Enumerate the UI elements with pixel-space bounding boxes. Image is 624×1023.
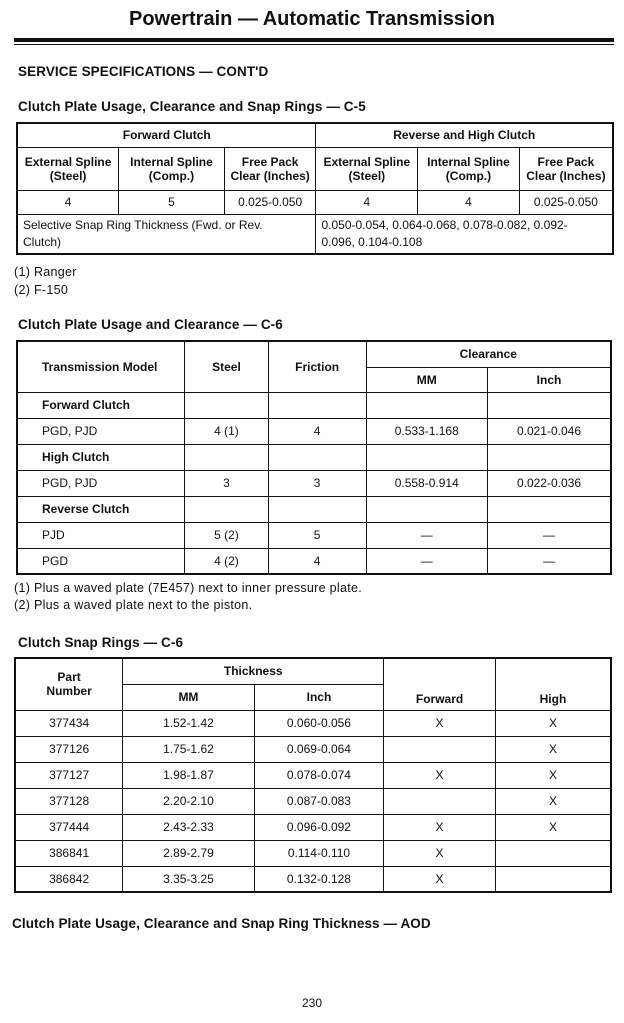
table-row: 377128 2.20-2.10 0.087-0.083 X xyxy=(15,788,611,814)
header-thickness: Thickness xyxy=(123,658,384,684)
header-part-number: Part Number xyxy=(15,658,123,710)
table-snap xyxy=(14,657,612,893)
table-row: PGD 4 (2) 4 — — xyxy=(17,548,611,574)
group-header-reverse-high: Reverse and High Clutch xyxy=(316,123,613,147)
aod-heading: Clutch Plate Usage, Clearance and Snap Ring Thickness — AOD xyxy=(12,916,431,931)
page-title: Powertrain — Automatic Transmission xyxy=(128,8,495,30)
table-row: Reverse Clutch xyxy=(17,496,611,522)
header-mm: MM xyxy=(123,684,254,710)
table-cell: 4 xyxy=(17,190,119,214)
section-title: SERVICE SPECIFICATIONS — CONT'D xyxy=(18,64,269,79)
table-c5-heading: Clutch Plate Usage, Clearance and Snap Rings — C-5 xyxy=(18,99,366,114)
table-c5 xyxy=(16,122,614,255)
table-c6-heading: Clutch Plate Usage and Clearance — C-6 xyxy=(18,317,283,332)
col-header: External Spline (Steel) xyxy=(17,147,119,190)
header-high: High xyxy=(495,658,611,710)
header-clearance: Clearance xyxy=(366,341,611,367)
note: (1) Ranger xyxy=(14,265,77,279)
table-cell: 5 xyxy=(119,190,225,214)
table-row: 386842 3.35-3.25 0.132-0.128 X xyxy=(15,866,611,892)
note: (2) Plus a waved plate next to the piston. xyxy=(14,598,253,612)
title-rule xyxy=(14,38,614,42)
snap-ring-values: 0.050-0.054, 0.064-0.068, 0.078-0.082, 0.092- 0.096, 0.104-0.108 xyxy=(316,214,613,254)
title-rule-thin xyxy=(14,44,614,45)
table-cell: 4 xyxy=(418,190,520,214)
snap-ring-label: Selective Snap Ring Thickness (Fwd. or Rev. Clutch) xyxy=(17,214,316,254)
header-mm: MM xyxy=(366,367,487,392)
table-c6 xyxy=(16,340,612,575)
table-row: 377444 2.43-2.33 0.096-0.092 X X xyxy=(15,814,611,840)
header-friction: Friction xyxy=(268,341,366,392)
col-header: Internal Spline (Comp.) xyxy=(119,147,225,190)
note: (2) F-150 xyxy=(14,283,69,297)
table-row: PGD, PJD 3 3 0.558-0.914 0.022-0.036 xyxy=(17,470,611,496)
page-number: 230 xyxy=(301,996,323,1010)
header-model: Transmission Model xyxy=(17,341,185,392)
note: (1) Plus a waved plate (7E457) next to inner pressure plate. xyxy=(14,581,363,595)
table-row: 377434 1.52-1.42 0.060-0.056 X X xyxy=(15,710,611,736)
table-snap-heading: Clutch Snap Rings — C-6 xyxy=(18,635,184,650)
table-cell: 4 xyxy=(316,190,418,214)
header-inch: Inch xyxy=(254,684,384,710)
table-row: Forward Clutch xyxy=(17,392,611,418)
group-header-forward: Forward Clutch xyxy=(17,123,316,147)
table-cell: 0.025-0.050 xyxy=(519,190,613,214)
table-row: PGD, PJD 4 (1) 4 0.533-1.168 0.021-0.046 xyxy=(17,418,611,444)
col-header: External Spline (Steel) xyxy=(316,147,418,190)
header-inch: Inch xyxy=(487,367,611,392)
col-header: Free Pack Clear (Inches) xyxy=(519,147,613,190)
table-row: PJD 5 (2) 5 — — xyxy=(17,522,611,548)
table-cell: 0.025-0.050 xyxy=(224,190,316,214)
header-steel: Steel xyxy=(185,341,269,392)
col-header: Free Pack Clear (Inches) xyxy=(224,147,316,190)
table-row: 377127 1.98-1.87 0.078-0.074 X X xyxy=(15,762,611,788)
table-row: 386841 2.89-2.79 0.114-0.110 X xyxy=(15,840,611,866)
col-header: Internal Spline (Comp.) xyxy=(418,147,520,190)
header-forward: Forward xyxy=(384,658,496,710)
table-row: High Clutch xyxy=(17,444,611,470)
table-row: 377126 1.75-1.62 0.069-0.064 X xyxy=(15,736,611,762)
